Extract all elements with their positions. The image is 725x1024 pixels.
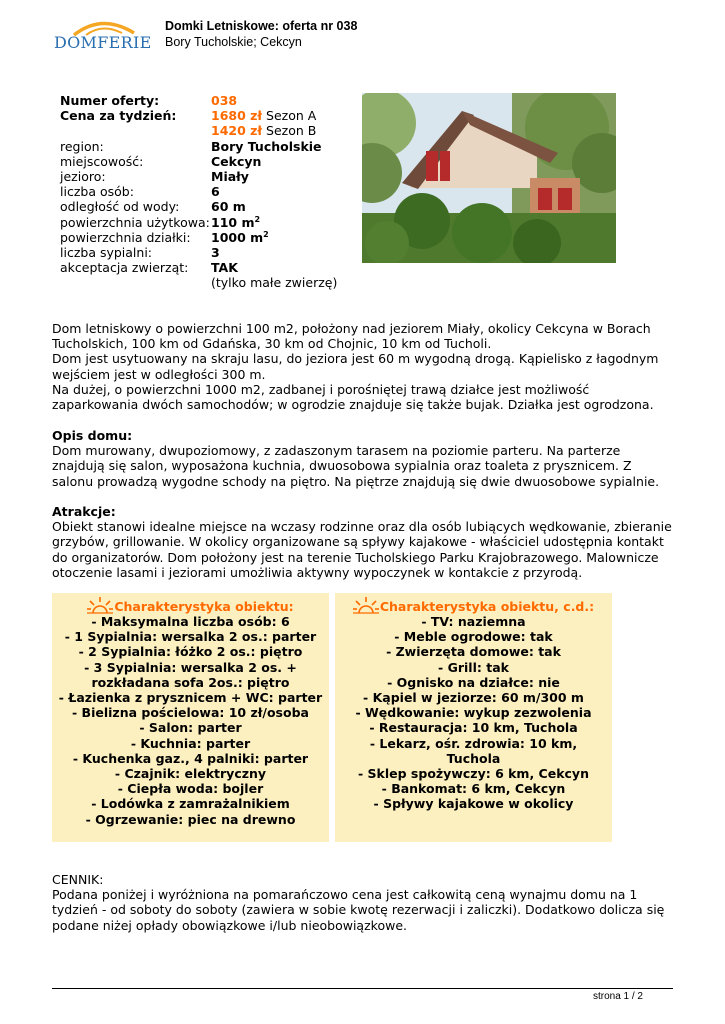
pets-label: akceptacja zwierząt: xyxy=(60,260,189,276)
offer-info xyxy=(60,93,337,291)
description-line: Dom jest usytuowany na skraju lasu, do jeziora jest 60 m wygodną drogą. Kąpielisko z łagodnym wejściem jest w odległości 300 m. xyxy=(52,351,659,382)
feature-item: - Sklep spożywczy: 6 km, Cekcyn xyxy=(358,766,589,782)
attractions-text: Obiekt stanowi idealne miejsce na wczasy rodzinne oraz dla osób lubiących wędkowanie, zbieranie grzybów, grillowanie. W okolicy organizowane są spływy kajakowe - właściciel udostępnia kontakt do organizatorów. Dom położony jest na terenie Tucholskiego Parku Krajobrazowego. Malownicze otoczenie lasami i jeziorami umożliwia aktywny wypoczynek w kontakcie z przyrodą. xyxy=(52,519,672,580)
description xyxy=(52,321,672,412)
attractions-section xyxy=(52,504,672,580)
feature-item: - Restauracja: 10 km, Tuchola xyxy=(369,720,578,736)
price-a: 1680 zł xyxy=(211,108,263,124)
season-a: Sezon A xyxy=(262,108,317,124)
feature-item: - Ognisko na działce: nie xyxy=(387,674,560,690)
feature-item: - Ogrzewanie: piec na drewno xyxy=(85,811,296,827)
town-value: Cekcyn xyxy=(211,153,262,169)
feature-item: - Bankomat: 6 km, Cekcyn xyxy=(381,781,566,797)
pets-value: TAK xyxy=(211,260,238,276)
persons-label: liczba osób: xyxy=(60,184,134,200)
feature-item: - Bielizna pościelowa: 10 zł/osoba xyxy=(72,705,309,721)
feature-item: - Salon: parter xyxy=(139,720,242,736)
feature-item: - 1 Sypialnia: wersalka 2 os.: parter xyxy=(64,629,317,645)
feature-item: - Wędkowanie: wykup zezwolenia xyxy=(355,705,592,721)
feature-item: - Czajnik: elektryczny xyxy=(114,766,267,782)
feature-item: - Meble ogrodowe: tak xyxy=(394,629,553,645)
features-left-title: Charakterystyka obiektu: xyxy=(114,598,294,614)
feature-item: - 2 Sypialnia: łóżko 2 os.: piętro xyxy=(78,644,303,660)
feature-item: - Łazienka z prysznicem + WC: parter xyxy=(58,690,323,706)
offer-number: 038 xyxy=(211,93,238,108)
plot-area-label: powierzchnia działki: xyxy=(60,229,191,245)
feature-item: - Grill: tak xyxy=(438,659,509,675)
feature-item: - TV: naziemna xyxy=(421,614,526,629)
feature-item: - Spływy kajakowe w okolicy xyxy=(373,796,574,812)
house-text: Dom murowany, dwupoziomowy, z zadaszonym tarasem na poziomie parteru. Na parterze znajdują się salon, wyposażona kuchnia, dwuosobowa sypialnia oraz toaleta z prysznicem. Z salonu prowadzą wygodne schody na piętro. Na piętrze znajdują się dwie dwuosobowe sypialnie. xyxy=(52,443,660,489)
description-line: Na dużej, o powierzchni 1000 m2, zadbanej i porośniętej trawą działce jest możliwość zaparkowania dwóch samochodów; w ogrodzie znajduje się także bujak. Działka jest ogrodzona. xyxy=(52,381,654,413)
feature-item: - Ciepła woda: bojler xyxy=(117,781,264,797)
price-b: 1420 zł xyxy=(211,123,263,139)
pricing-text: Podana poniżej i wyróżniona na pomarańczowo cena jest całkowitą ceną wynajmu domu na 1 tydzień - od soboty do soboty (zawiera w sobie kwotę rezerwacji i zaliczki). Dodatkowo dolicza się podane niżej opłady obowiązkowe i/lub nieobowiązkowe. xyxy=(52,887,665,933)
pricing-section xyxy=(52,872,672,933)
house-photo xyxy=(362,93,616,263)
feature-item: - Kąpiel w jeziorze: 60 m/300 m xyxy=(363,690,584,706)
description-line: Dom letniskowy o powierzchni 100 m2, położony nad jeziorem Miały, okolicy Cekcyna w Borach Tucholskich, 100 km od Gdańska, 30 km od Chojnic, 10 km od Tucholi. xyxy=(52,321,651,352)
feature-item: - Zwierzęta domowe: tak xyxy=(386,644,561,660)
feature-item: - Kuchenka gaz., 4 palniki: parter xyxy=(72,750,309,766)
living-area-value: 110 m xyxy=(211,214,255,230)
price-label: Cena za tydzień: xyxy=(60,108,177,124)
feature-item: - 3 Sypialnia: wersalka 2 os. + rozkładana sofa 2os.: piętro xyxy=(84,659,297,690)
lake-value: Miały xyxy=(211,169,249,185)
feature-item: - Maksymalna liczba osób: 6 xyxy=(91,614,290,629)
region-label: region: xyxy=(60,138,104,154)
region-value: Bory Tucholskie xyxy=(211,138,322,154)
pets-note: (tylko małe zwierzę) xyxy=(211,275,338,291)
house-section xyxy=(52,428,672,489)
page-title: Domki Letniskowe: oferta nr 038 xyxy=(165,19,358,33)
bedrooms-value: 3 xyxy=(211,245,220,261)
bedrooms-label: liczba sypialni: xyxy=(60,245,153,261)
season-b: Sezon B xyxy=(262,123,317,139)
features-box-right xyxy=(335,593,612,842)
features-box-left xyxy=(52,593,329,842)
plot-area-sup: 2 xyxy=(263,229,269,239)
living-area-label: powierzchnia użytkowa: xyxy=(60,214,210,230)
offer-number-label: Numer oferty: xyxy=(60,93,160,108)
sun-icon xyxy=(353,596,379,614)
feature-item: - Lodówka z zamrażalnikiem xyxy=(91,796,290,812)
features-right-title: Charakterystyka obiektu, c.d.: xyxy=(379,598,595,614)
attractions-heading: Atrakcje: xyxy=(52,504,116,519)
house-heading: Opis domu: xyxy=(52,428,133,443)
plot-area-value: 1000 m xyxy=(211,229,264,245)
features xyxy=(52,593,612,842)
page-subtitle: Bory Tucholskie; Cekcyn xyxy=(165,35,302,49)
living-area-sup: 2 xyxy=(254,214,261,224)
page-number: strona 1 / 2 xyxy=(592,991,643,1002)
feature-item: - Lekarz, ośr. zdrowia: 10 km, Tuchola xyxy=(369,735,578,766)
persons-value: 6 xyxy=(211,184,220,200)
footer-divider xyxy=(52,988,673,989)
logo-text: DOMFERIE xyxy=(54,33,152,52)
lake-label: jezioro: xyxy=(60,169,106,185)
water-distance-value: 60 m xyxy=(211,199,246,215)
water-distance-label: odległość od wody: xyxy=(60,199,180,215)
pricing-heading: CENNIK: xyxy=(52,872,104,887)
town-label: miejscowość: xyxy=(60,153,144,169)
sun-icon xyxy=(87,596,113,614)
feature-item: - Kuchnia: parter xyxy=(130,735,251,751)
